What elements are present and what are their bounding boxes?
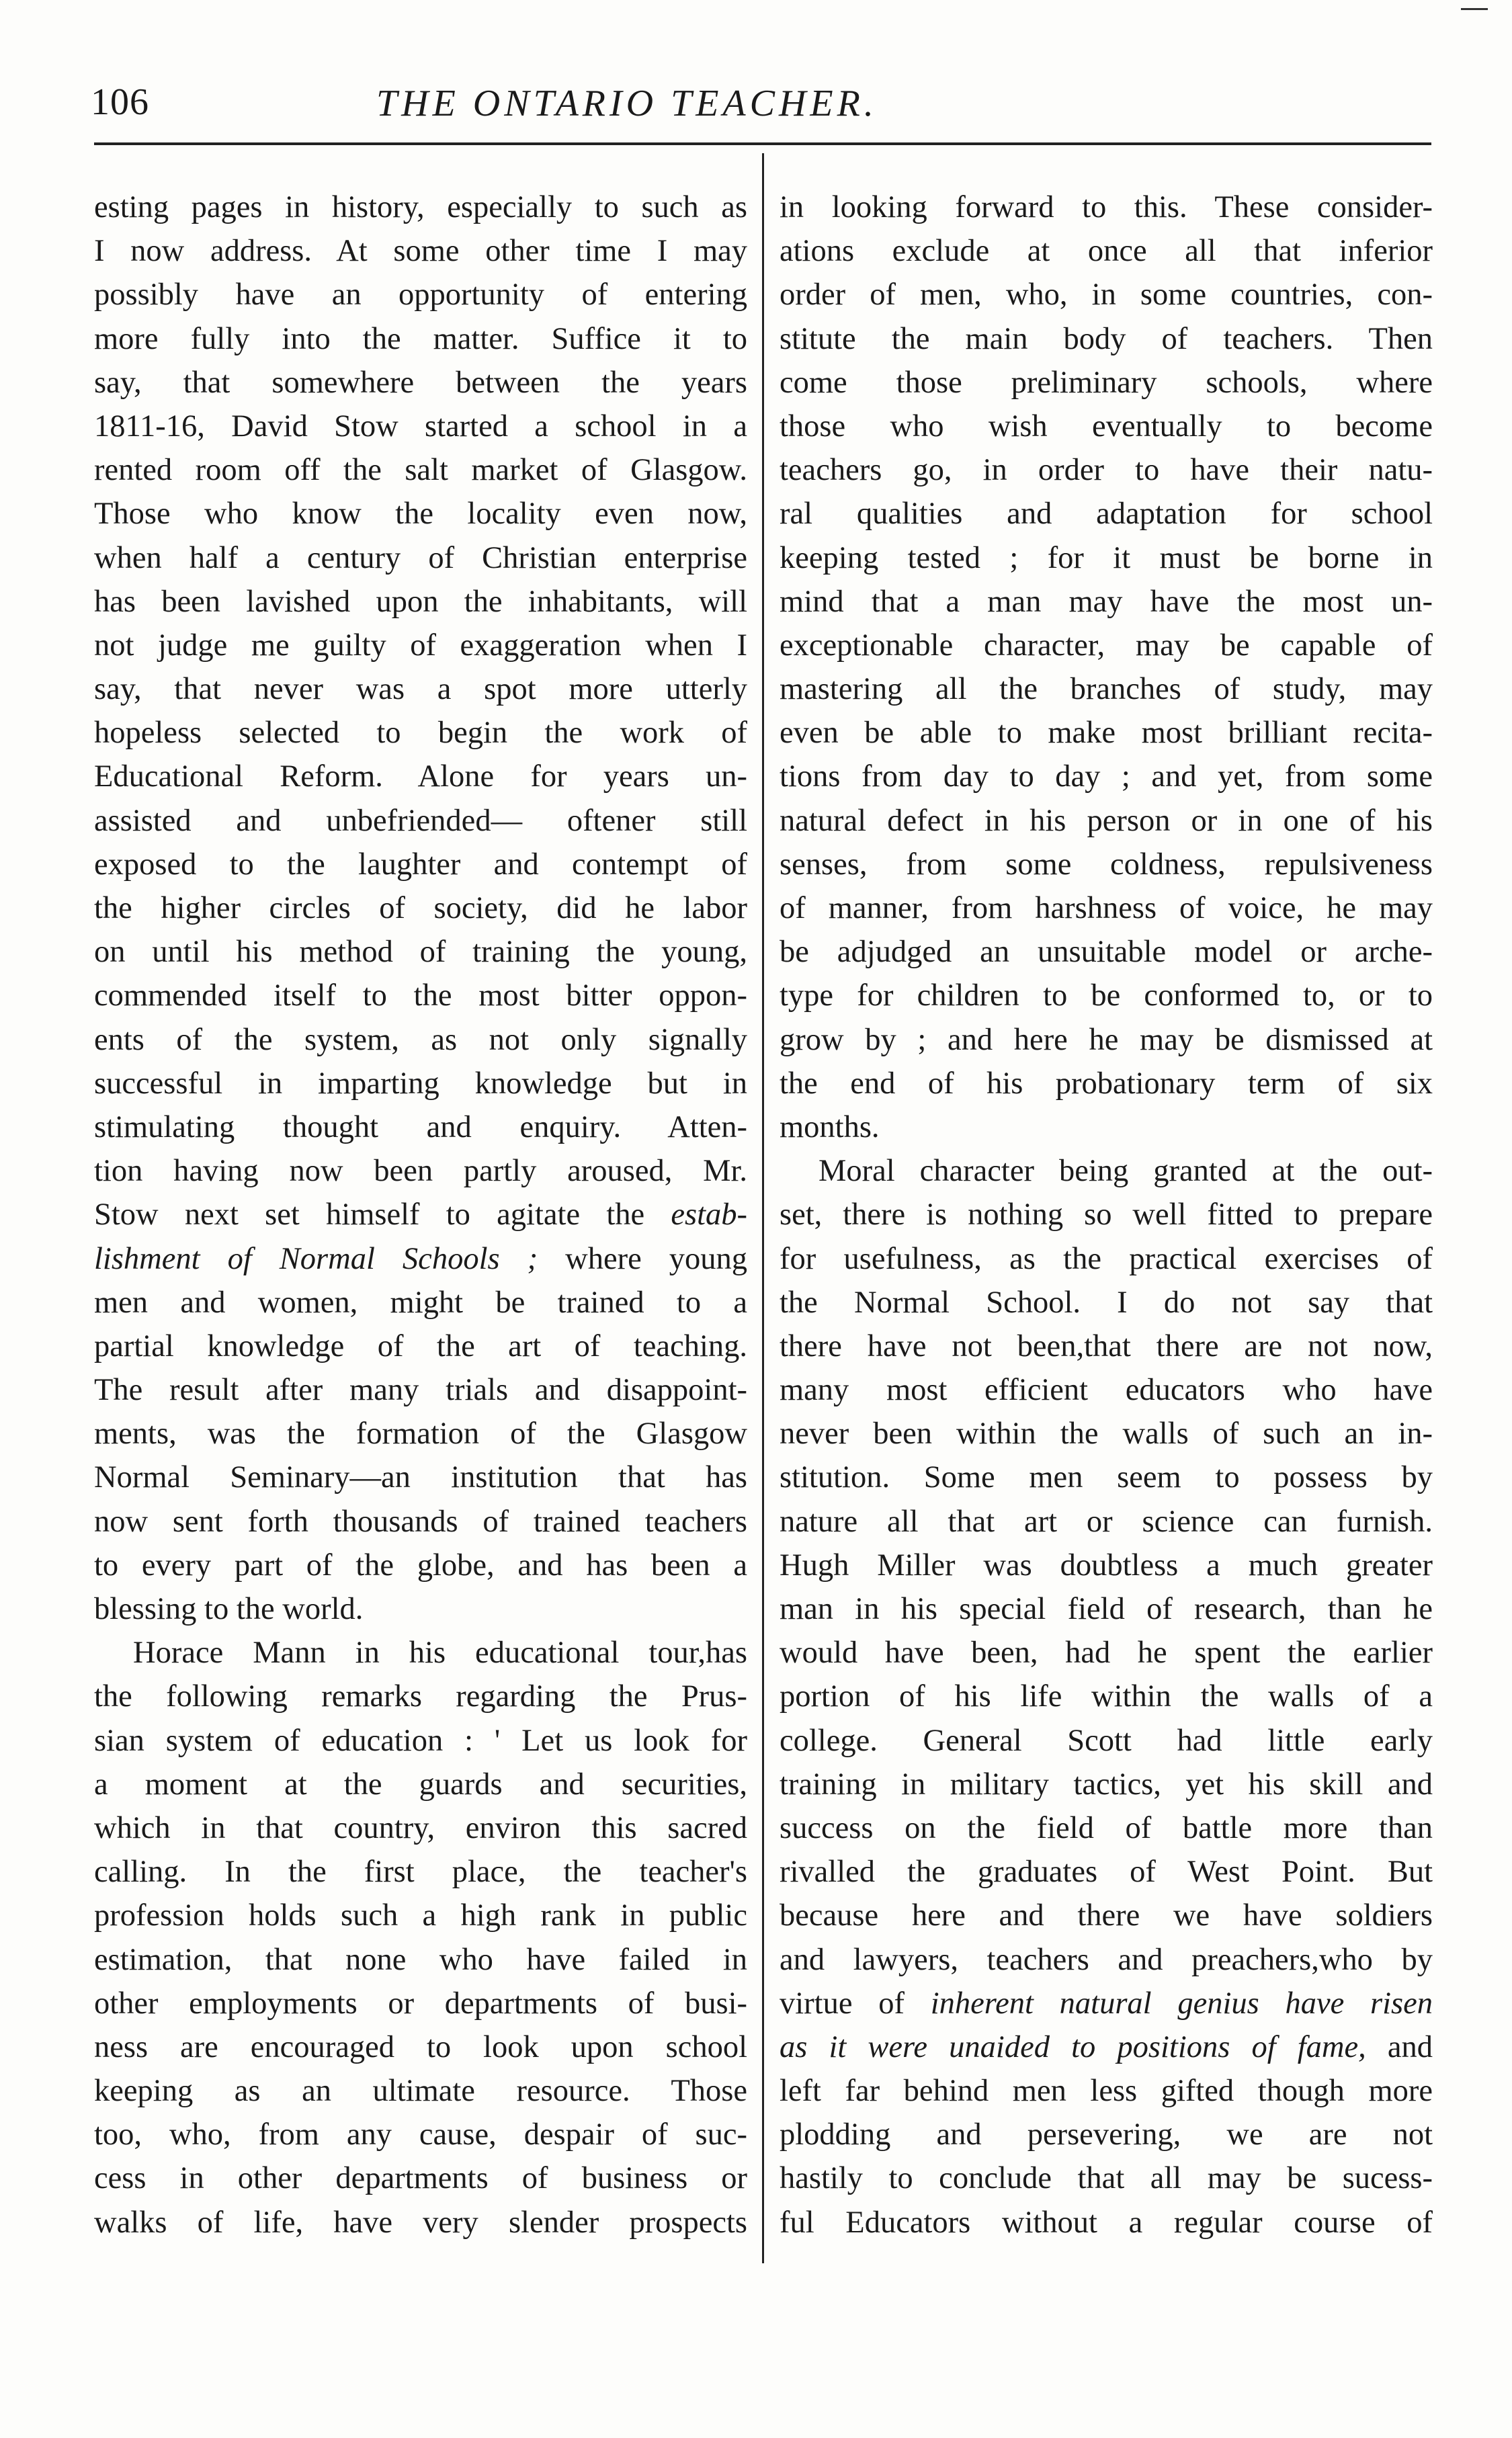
line-text: ations exclude at once all that inferior bbox=[780, 234, 1433, 269]
line-text: partial knowledge of the art of teaching. bbox=[94, 1329, 747, 1363]
text-line bbox=[780, 1368, 1433, 1412]
line-text: assisted and unbefriended— oftener still bbox=[94, 803, 747, 838]
text-line bbox=[94, 1325, 747, 1368]
text-line bbox=[94, 1763, 747, 1806]
line-text: which in that country, environ this sacred bbox=[94, 1810, 747, 1845]
line-text: commended itself to the most bitter oppon- bbox=[94, 978, 747, 1013]
line-text: ents of the system, as not only signally bbox=[94, 1022, 747, 1057]
text-line bbox=[94, 405, 747, 448]
text-line bbox=[780, 448, 1433, 492]
line-text: exceptionable character, may be capable of bbox=[780, 628, 1433, 663]
line-text: too, who, from any cause, despair of suc- bbox=[94, 2117, 747, 2152]
line-text: the end of his probationary term of six bbox=[780, 1066, 1433, 1101]
text-line bbox=[780, 1982, 1433, 2025]
text-line bbox=[94, 1675, 747, 1718]
text-line bbox=[780, 886, 1433, 930]
italic-text: inherent natural genius have risen bbox=[930, 1986, 1433, 2021]
line-text: exposed to the laughter and contempt of bbox=[94, 847, 747, 882]
page-number: 106 bbox=[91, 81, 149, 123]
text-line bbox=[780, 185, 1433, 229]
text-line bbox=[94, 1149, 747, 1193]
line-text: success on the field of battle more than bbox=[780, 1810, 1433, 1845]
text-line bbox=[780, 1631, 1433, 1675]
text-line bbox=[780, 1763, 1433, 1806]
italic-text: lishment of Normal Schools ; bbox=[94, 1241, 538, 1276]
text-line bbox=[94, 2201, 747, 2244]
line-text: cess in other departments of business or bbox=[94, 2161, 747, 2196]
text-line bbox=[780, 1544, 1433, 1587]
text-line bbox=[94, 1105, 747, 1149]
text-line bbox=[780, 1281, 1433, 1325]
line-text: mind that a man may have the most un- bbox=[780, 584, 1433, 619]
left-column bbox=[94, 185, 747, 2244]
column-divider bbox=[762, 153, 764, 2263]
line-text: in looking forward to this. These consider- bbox=[780, 190, 1433, 224]
line-text: walks of life, have very slender prospects bbox=[94, 2205, 747, 2240]
line-text: many most efficient educators who have bbox=[780, 1373, 1433, 1408]
text-line bbox=[94, 974, 747, 1017]
text-line bbox=[94, 1544, 747, 1587]
text-line bbox=[780, 1062, 1433, 1105]
line-text: mastering all the branches of study, may bbox=[780, 672, 1433, 707]
text-line bbox=[780, 405, 1433, 448]
line-text: I now address. At some other time I may bbox=[94, 234, 747, 269]
text-line bbox=[780, 2025, 1433, 2069]
text-line bbox=[94, 1806, 747, 1850]
text-line bbox=[94, 1412, 747, 1456]
text-line bbox=[94, 2156, 747, 2200]
text-line bbox=[94, 1982, 747, 2025]
line-text: left far behind men less gifted though more bbox=[780, 2074, 1433, 2109]
text-line bbox=[94, 1894, 747, 1937]
text-line bbox=[94, 1281, 747, 1325]
text-line bbox=[780, 1719, 1433, 1763]
line-text: sian system of education : ' Let us look for bbox=[94, 1723, 747, 1758]
line-text: on until his method of training the young, bbox=[94, 935, 747, 970]
line-text: Stow next set himself to agitate the bbox=[94, 1197, 671, 1232]
line-text: months. bbox=[780, 1109, 880, 1144]
line-text: teachers go, in order to have their natu- bbox=[780, 453, 1433, 488]
line-text: not judge me guilty of exaggeration when I bbox=[94, 628, 747, 663]
line-text: rented room off the salt market of Glasgow. bbox=[94, 453, 747, 488]
text-line bbox=[780, 667, 1433, 711]
text-line bbox=[780, 624, 1433, 667]
line-text: and bbox=[1366, 2029, 1433, 2064]
text-line bbox=[780, 711, 1433, 755]
line-text: those who wish eventually to become bbox=[780, 409, 1433, 444]
text-line bbox=[780, 843, 1433, 886]
text-line bbox=[94, 1719, 747, 1763]
text-line bbox=[94, 2113, 747, 2156]
text-line bbox=[94, 1237, 747, 1281]
text-line bbox=[780, 229, 1433, 273]
text-line bbox=[780, 1894, 1433, 1937]
text-line bbox=[94, 580, 747, 624]
text-line bbox=[94, 624, 747, 667]
line-text: for usefulness, as the practical exercises of bbox=[780, 1241, 1433, 1276]
line-text: The result after many trials and disappoint- bbox=[94, 1373, 747, 1408]
line-text: hopeless selected to begin the work of bbox=[94, 716, 747, 751]
text-line bbox=[780, 1325, 1433, 1368]
line-text: ments, was the formation of the Glasgow bbox=[94, 1417, 747, 1452]
text-line bbox=[94, 1631, 747, 1675]
corner-mark bbox=[1461, 8, 1488, 10]
line-text: tions from day to day ; and yet, from some bbox=[780, 759, 1433, 794]
text-line bbox=[94, 361, 747, 405]
text-line bbox=[94, 1368, 747, 1412]
text-line bbox=[780, 1850, 1433, 1894]
text-line bbox=[94, 711, 747, 755]
text-line bbox=[94, 1938, 747, 1982]
line-text: stitute the main body of teachers. Then bbox=[780, 321, 1433, 356]
line-text: type for children to be conformed to, or to bbox=[780, 978, 1433, 1013]
right-column bbox=[780, 185, 1433, 2244]
text-line bbox=[94, 886, 747, 930]
text-line bbox=[94, 799, 747, 843]
line-text: Hugh Miller was doubtless a much greater bbox=[780, 1548, 1433, 1583]
line-text: blessing to the world. bbox=[94, 1592, 364, 1626]
text-line bbox=[94, 1062, 747, 1105]
italic-text: estab- bbox=[671, 1197, 747, 1232]
line-text: ful Educators without a regular course of bbox=[780, 2205, 1433, 2240]
line-text: be adjudged an unsuitable model or arche- bbox=[780, 935, 1433, 970]
text-line bbox=[94, 843, 747, 886]
line-text: set, there is nothing so well fitted to prepare bbox=[780, 1197, 1433, 1232]
line-text: because here and there we have soldiers bbox=[780, 1898, 1433, 1933]
text-line bbox=[94, 930, 747, 974]
line-text: Normal Seminary—an institution that has bbox=[94, 1460, 747, 1495]
text-line bbox=[94, 2025, 747, 2069]
text-line bbox=[780, 1456, 1433, 1499]
line-text: natural defect in his person or in one of his bbox=[780, 803, 1433, 838]
line-text: stitution. Some men seem to possess by bbox=[780, 1460, 1433, 1495]
line-text: virtue of bbox=[780, 1986, 931, 2021]
text-line bbox=[94, 1850, 747, 1894]
text-line bbox=[780, 1149, 1433, 1193]
line-text: Educational Reform. Alone for years un- bbox=[94, 759, 747, 794]
text-line bbox=[780, 1412, 1433, 1456]
line-text: Those who know the locality even now, bbox=[94, 497, 747, 532]
text-line bbox=[780, 317, 1433, 361]
line-text: grow by ; and here he may be dismissed at bbox=[780, 1022, 1433, 1057]
line-text: calling. In the first place, the teacher's bbox=[94, 1855, 747, 1890]
line-text: men and women, might be trained to a bbox=[94, 1285, 747, 1320]
line-text: portion of his life within the walls of a bbox=[780, 1679, 1433, 1714]
text-line bbox=[94, 229, 747, 273]
line-text: nature all that art or science can furnish. bbox=[780, 1504, 1433, 1539]
text-line bbox=[780, 2113, 1433, 2156]
line-text: keeping tested ; for it must be borne in bbox=[780, 540, 1433, 575]
line-text: would have been, had he spent the earlier bbox=[780, 1636, 1433, 1671]
line-text: man in his special field of research, than he bbox=[780, 1592, 1433, 1626]
line-text: the Normal School. I do not say that bbox=[780, 1285, 1433, 1320]
text-line bbox=[94, 1456, 747, 1499]
line-text: hastily to conclude that all may be sucess- bbox=[780, 2161, 1433, 2196]
line-text: profession holds such a high rank in public bbox=[94, 1898, 747, 1933]
line-text: where young bbox=[538, 1241, 748, 1276]
text-line bbox=[94, 667, 747, 711]
text-line bbox=[94, 492, 747, 536]
line-text: order of men, who, in some countries, con- bbox=[780, 278, 1433, 312]
line-text: has been lavished upon the inhabitants, will bbox=[94, 584, 747, 619]
line-text: even be able to make most brilliant recita- bbox=[780, 716, 1433, 751]
text-line bbox=[780, 1938, 1433, 1982]
line-text: ral qualities and adaptation for school bbox=[780, 497, 1433, 532]
line-text: college. General Scott had little early bbox=[780, 1723, 1433, 1758]
text-line bbox=[94, 317, 747, 361]
line-text: stimulating thought and enquiry. Atten- bbox=[94, 1109, 747, 1144]
line-text: keeping as an ultimate resource. Those bbox=[94, 2074, 747, 2109]
text-line bbox=[780, 1500, 1433, 1544]
line-text: ness are encouraged to look upon school bbox=[94, 2029, 747, 2064]
line-text: when half a century of Christian enterprise bbox=[94, 540, 747, 575]
text-line bbox=[780, 2201, 1433, 2244]
text-line bbox=[780, 799, 1433, 843]
line-text: the higher circles of society, did he labor bbox=[94, 891, 747, 925]
text-line bbox=[94, 755, 747, 798]
line-text: never been within the walls of such an in- bbox=[780, 1417, 1433, 1452]
text-line bbox=[94, 1193, 747, 1236]
line-text: estimation, that none who have failed in bbox=[94, 1942, 747, 1977]
text-line bbox=[780, 273, 1433, 317]
text-line bbox=[780, 492, 1433, 536]
text-line bbox=[94, 1500, 747, 1544]
line-text: training in military tactics, yet his skill and bbox=[780, 1767, 1433, 1802]
text-line bbox=[94, 273, 747, 317]
text-line bbox=[780, 2069, 1433, 2113]
line-text: say, that somewhere between the years bbox=[94, 365, 747, 400]
line-text: other employments or departments of busi- bbox=[94, 1986, 747, 2021]
line-text: the following remarks regarding the Prus- bbox=[94, 1679, 747, 1714]
line-text: possibly have an opportunity of entering bbox=[94, 278, 747, 312]
line-text: and lawyers, teachers and preachers,who by bbox=[780, 1942, 1433, 1977]
line-text: more fully into the matter. Suffice it to bbox=[94, 321, 747, 356]
line-text: to every part of the globe, and has been a bbox=[94, 1548, 747, 1583]
line-text: senses, from some coldness, repulsiveness bbox=[780, 847, 1433, 882]
line-text: rivalled the graduates of West Point. But bbox=[780, 1855, 1433, 1890]
line-text: say, that never was a spot more utterly bbox=[94, 672, 747, 707]
line-text: plodding and persevering, we are not bbox=[780, 2117, 1433, 2152]
line-text: tion having now been partly aroused, Mr. bbox=[94, 1154, 747, 1189]
text-line bbox=[780, 1237, 1433, 1281]
running-head: THE ONTARIO TEACHER. bbox=[376, 83, 878, 124]
text-line bbox=[780, 1587, 1433, 1631]
text-line bbox=[780, 2156, 1433, 2200]
line-text: there have not been,that there are not now, bbox=[780, 1329, 1433, 1363]
text-line bbox=[94, 1587, 747, 1631]
line-text: 1811-16, David Stow started a school in a bbox=[94, 409, 747, 444]
line-text: esting pages in history, especially to such as bbox=[94, 190, 747, 224]
text-line bbox=[780, 1193, 1433, 1236]
text-line bbox=[780, 1018, 1433, 1062]
line-text: come those preliminary schools, where bbox=[780, 365, 1433, 400]
text-line bbox=[780, 361, 1433, 405]
text-line bbox=[780, 536, 1433, 580]
header-rule bbox=[94, 142, 1431, 145]
text-line bbox=[94, 2069, 747, 2113]
italic-text: as it were unaided to positions of fame, bbox=[780, 2029, 1366, 2064]
line-text: a moment at the guards and securities, bbox=[94, 1767, 747, 1802]
text-line bbox=[94, 536, 747, 580]
line-text: Horace Mann in his educational tour,has bbox=[133, 1636, 747, 1671]
text-line bbox=[780, 1675, 1433, 1718]
text-line bbox=[780, 580, 1433, 624]
text-line bbox=[780, 1105, 1433, 1149]
line-text: now sent forth thousands of trained teachers bbox=[94, 1504, 747, 1539]
text-line bbox=[94, 448, 747, 492]
text-line bbox=[780, 755, 1433, 798]
line-text: successful in imparting knowledge but in bbox=[94, 1066, 747, 1101]
text-line bbox=[780, 974, 1433, 1017]
text-line bbox=[94, 185, 747, 229]
line-text: of manner, from harshness of voice, he may bbox=[780, 891, 1433, 925]
text-line bbox=[94, 1018, 747, 1062]
text-line bbox=[780, 1806, 1433, 1850]
text-line bbox=[780, 930, 1433, 974]
line-text: Moral character being granted at the out- bbox=[818, 1154, 1433, 1189]
